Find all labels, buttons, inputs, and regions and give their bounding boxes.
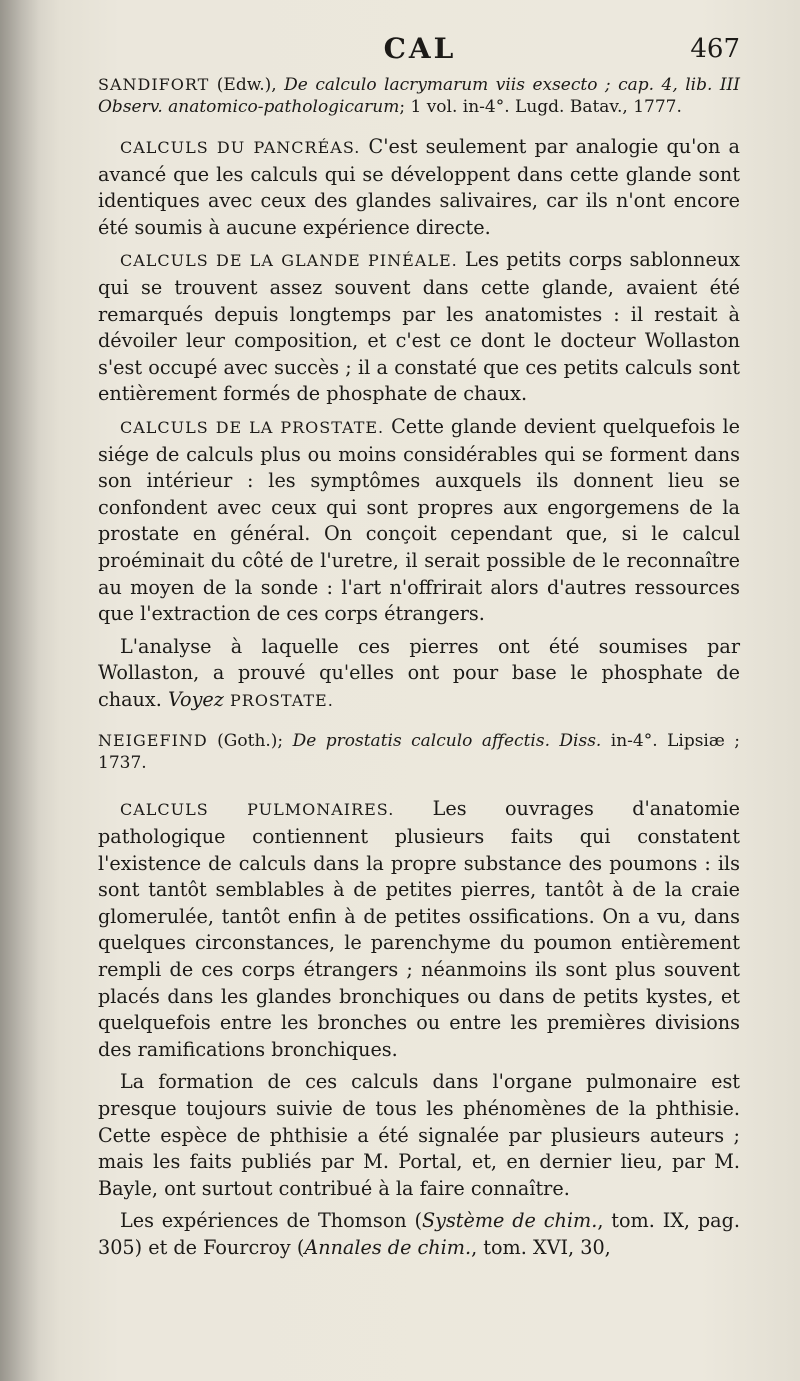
reference-author: NEIGEFIND <box>98 731 208 751</box>
binding-shadow <box>0 0 40 1381</box>
paragraph-italic-title: Système de chim. <box>421 1209 598 1233</box>
reference-title: De prostatis calculo affectis. Diss. <box>292 731 602 752</box>
paragraph-text-part: , tom. IX, pag. 305) et de Fourcroy ( <box>98 1209 740 1259</box>
entry-calculs-prostate <box>98 414 740 628</box>
text-block <box>98 74 740 1262</box>
bibliographic-reference <box>98 74 740 118</box>
entry-text: Les petits corps sablonneux qui se trouvent assez souvent dans cette glande, avaient été remarqués depuis longtemps par les anatomistes : il restait à dévoiler leur composition, et c'est ce dont le docteur Wollaston s'est occupé avec succès ; il a constaté que ces petits calculs sont entièrement formés de phosphate de chaux. <box>98 248 740 406</box>
reference-author-initials: (Goth.); <box>217 731 284 752</box>
paragraph-experiences <box>98 1208 740 1261</box>
entry-heading: CALCULS DE LA GLANDE PINÉALE. <box>120 251 458 271</box>
paragraph-text: L'analyse à laquelle ces pierres ont été soumises par Wollaston, a prouvé qu'elles ont pour base le phosphate de chaux. <box>98 634 740 711</box>
entry-text: Les ouvrages d'anatomie pathologique contiennent plusieurs faits qui constatent l'existence de calculs dans la propre substance des poumons : ils sont tantôt semblables à de petites pierres, tantôt à de la craie glomerulée, tantôt enfin à de petites ossifications. On a vu, dans quelques circonstances, le parenchyme du poumon entièrement rempli de ces corps étrangers ; néanmoins ils sont plus souvent placés dans les glandes bronchiques ou dans de petits kystes, et quelquefois entre les bronches ou entre les premières divisions des ramifications bronchiques. <box>98 797 740 1061</box>
paragraph-text-part: Les expériences de Thomson ( <box>120 1209 422 1233</box>
page-number: 467 <box>690 34 740 64</box>
reference-details: ; 1 vol. in-4°. Lugd. Batav., 1777. <box>399 97 682 117</box>
entry-calculs-pancreas <box>98 134 740 241</box>
paragraph-phthisie <box>98 1069 740 1202</box>
reference-author-initials: (Edw.), <box>216 75 277 95</box>
entry-calculs-pulmonaires <box>98 796 740 1063</box>
bibliographic-reference <box>98 730 740 774</box>
entry-calculs-glande-pineale <box>98 247 740 408</box>
running-head <box>100 30 740 70</box>
paragraph-wollaston-analysis <box>98 634 740 715</box>
paragraph-text-part: , tom. XVI, 30, <box>471 1235 611 1259</box>
reference-details: in-4°. Lipsiæ ; 1737. <box>98 731 741 774</box>
cross-reference-voyez: Voyez <box>167 687 224 711</box>
entry-text: Cette glande devient quelquefois le siége de calculs plus ou moins considérables qui se forment dans son intérieur : les symptômes auxquels ils donnent lieu se confondent avec ceux qui sont propres aux engorgemens de la prostate en général. On conçoit cependant que, si le calcul proéminait du côté de l'uretre, il serait possible de le reconnaître au moyen de la sonde : l'art n'offrirait alors d'autres ressources que l'extraction de ces corps étrangers. <box>98 414 741 626</box>
entry-heading: CALCULS PULMONAIRES. <box>120 800 395 820</box>
paragraph-italic-title: Annales de chim. <box>304 1235 472 1259</box>
entry-text: C'est seulement par analogie qu'on a avancé que les calculs qui se développent dans cette glande sont identiques avec ceux des glandes salivaires, car ils n'ont encore été soumis à aucune expérience directe. <box>98 135 740 239</box>
paragraph-text: La formation de ces calculs dans l'organe pulmonaire est presque toujours suivie de tous les phénomènes de la phthisie. Cette espèce de phthisie a été signalée par plusieurs auteurs ; mais les faits publiés par M. Portal, et, en dernier lieu, par M. Bayle, ont surtout contribué à la faire connaître. <box>98 1070 740 1200</box>
cross-reference-target: PROSTATE. <box>230 690 334 710</box>
reference-title: De calculo lacrymarum viis exsecto ; cap. 4, lib. III Observ. anatomico-pathologicarum <box>98 75 740 117</box>
reference-author: SANDIFORT <box>98 75 210 94</box>
entry-heading: CALCULS DE LA PROSTATE. <box>120 417 385 437</box>
entry-heading: CALCULS DU PANCRÉAS. <box>120 138 361 157</box>
running-head-title: CAL <box>383 32 457 65</box>
